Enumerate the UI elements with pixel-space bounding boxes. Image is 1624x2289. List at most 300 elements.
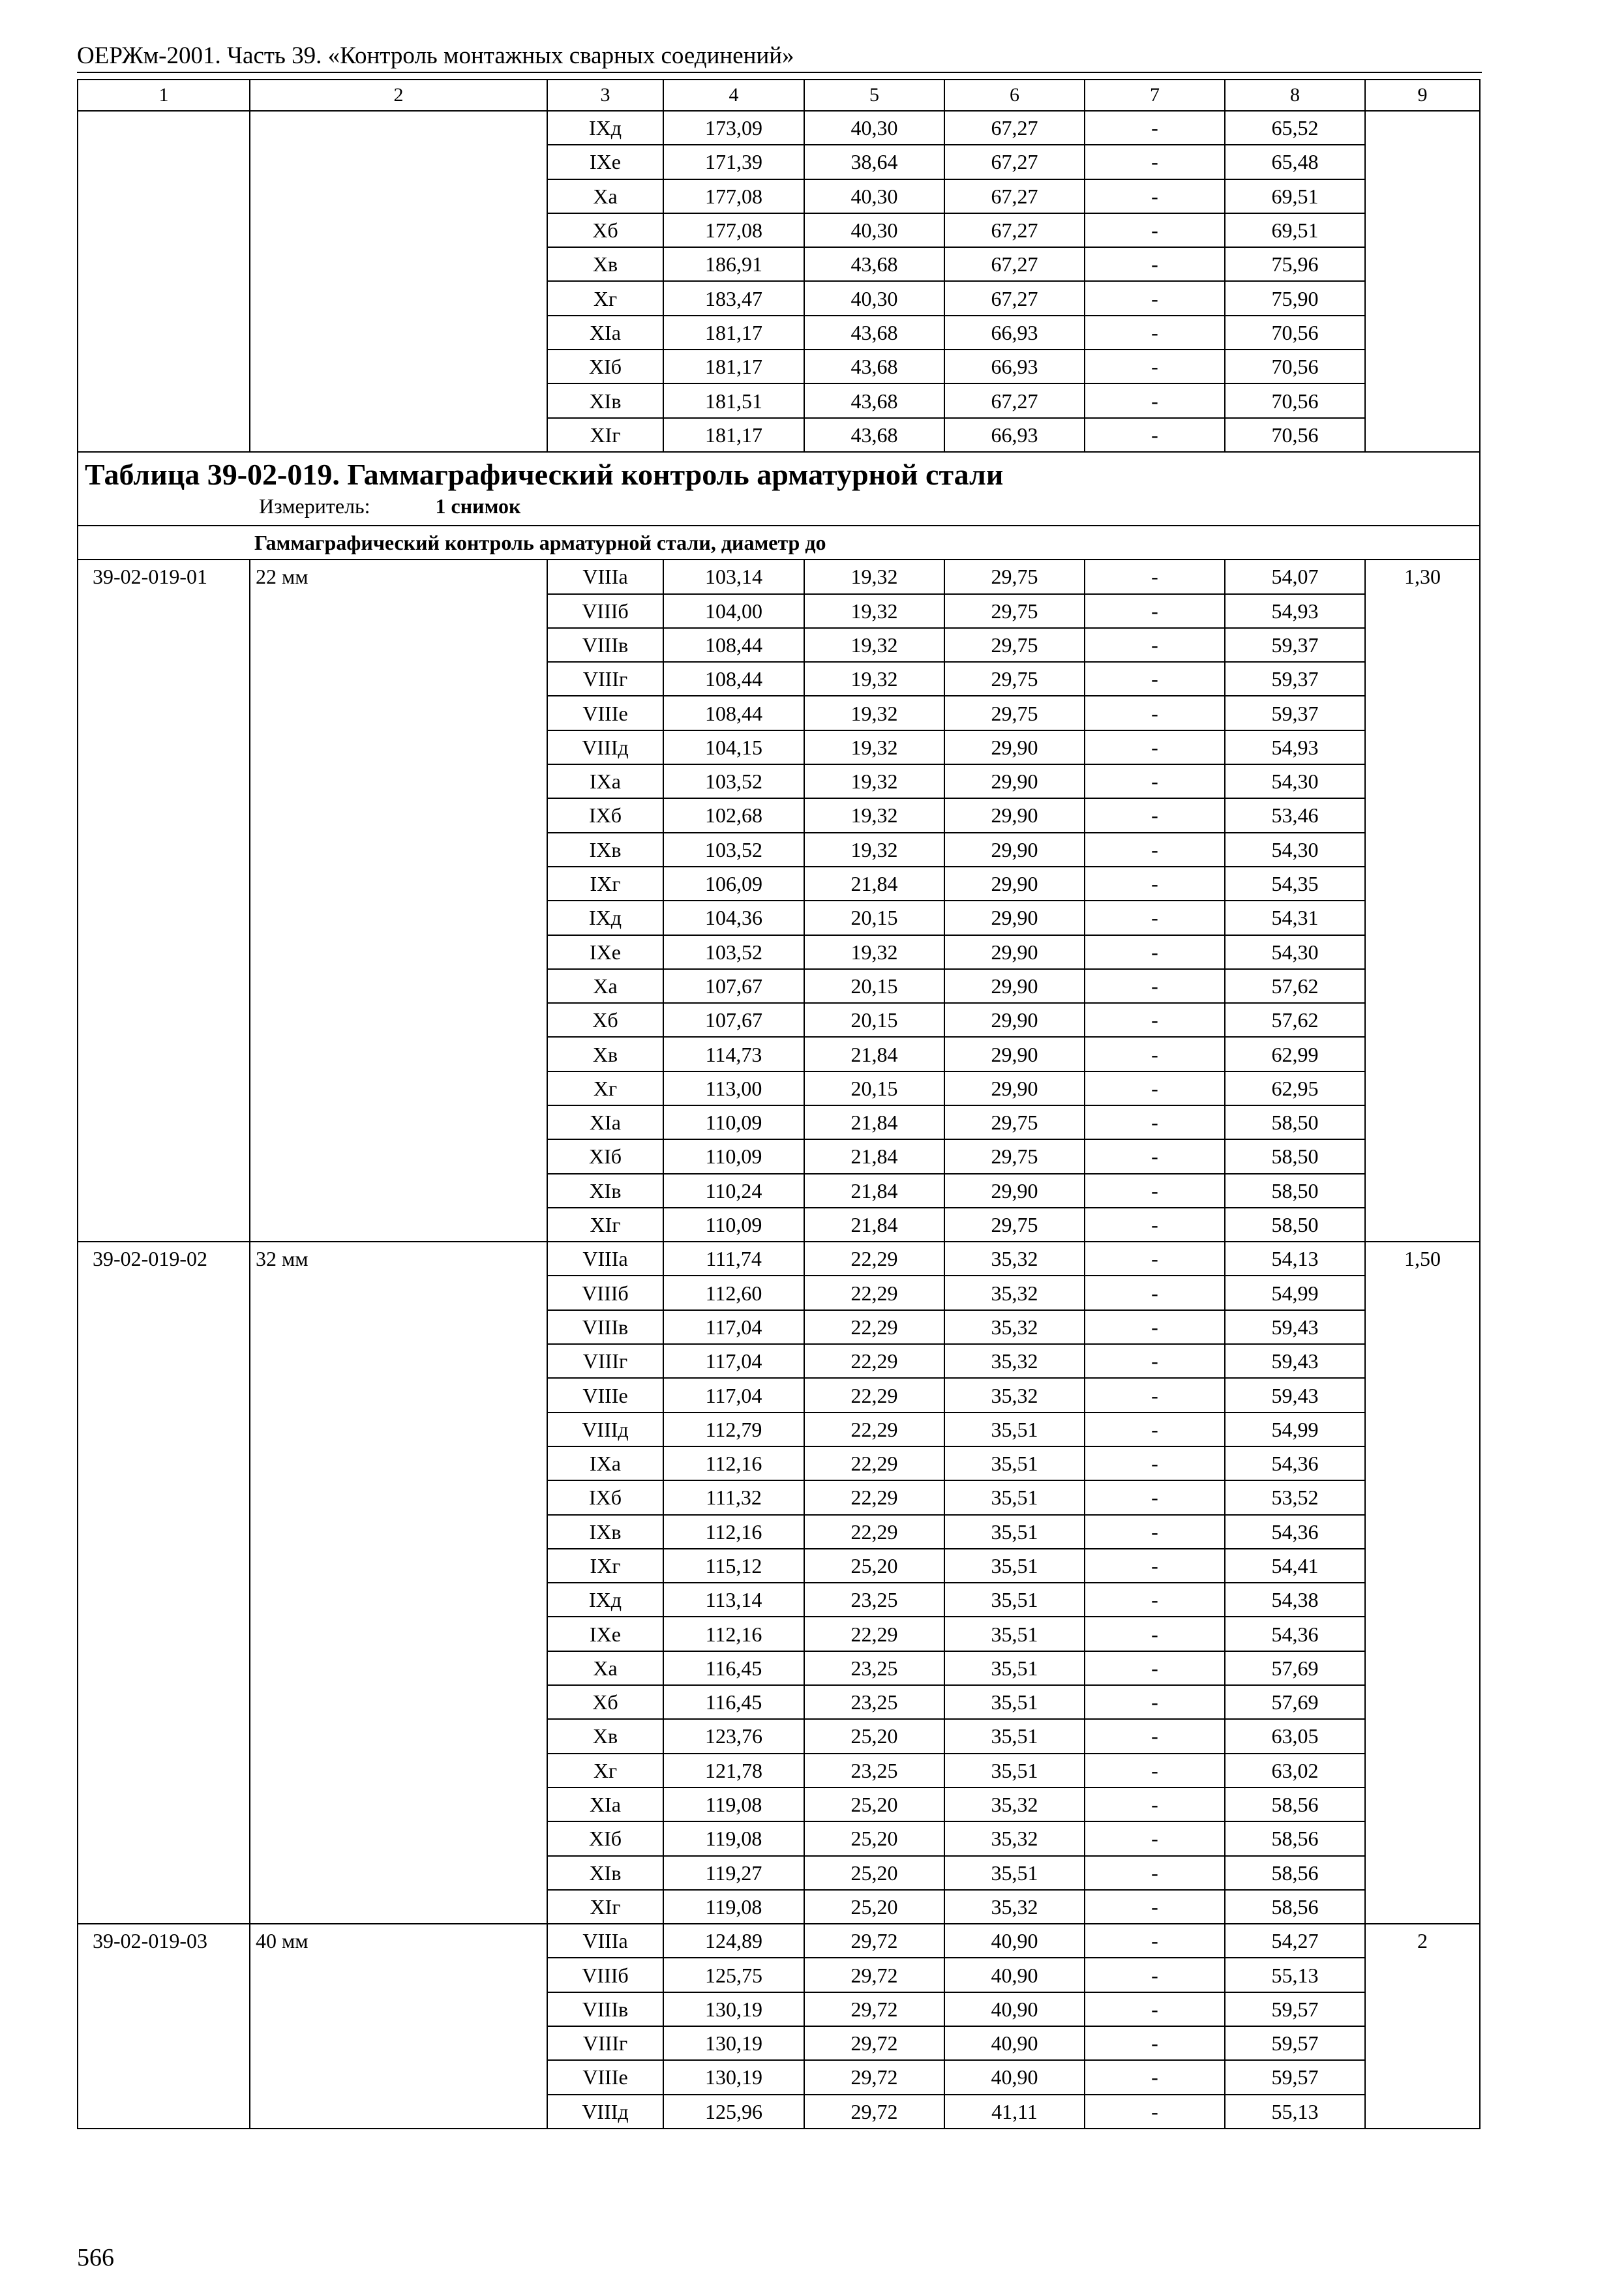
value-col-4: 110,09 — [663, 1139, 804, 1173]
value-col-4: 110,09 — [663, 1105, 804, 1139]
table-row — [78, 1924, 1480, 1958]
value-col-7: - — [1085, 1310, 1225, 1344]
value-col-4: 113,14 — [663, 1583, 804, 1617]
resource-code: XIв — [547, 1174, 663, 1208]
value-col-4: 119,27 — [663, 1856, 804, 1890]
value-col-7: - — [1085, 1413, 1225, 1446]
resource-code: XIб — [547, 350, 663, 383]
value-col-8: 58,56 — [1225, 1788, 1365, 1821]
value-col-6: 29,75 — [944, 1139, 1085, 1173]
value-col-7: - — [1085, 213, 1225, 247]
value-col-4: 108,44 — [663, 662, 804, 696]
value-col-4: 103,52 — [663, 833, 804, 867]
value-col-6: 40,90 — [944, 1924, 1085, 1958]
value-col-5: 25,20 — [804, 1890, 944, 1924]
value-col-7: - — [1085, 594, 1225, 628]
item-code: 39-02-019-02 — [78, 1242, 250, 1924]
value-col-7: - — [1085, 1958, 1225, 1992]
value-col-8: 57,69 — [1225, 1685, 1365, 1719]
value-col-4: 111,32 — [663, 1480, 804, 1514]
value-col-4: 121,78 — [663, 1754, 804, 1788]
value-col-6: 35,32 — [944, 1378, 1085, 1412]
value-col-8: 57,62 — [1225, 1003, 1365, 1037]
value-col-4: 181,17 — [663, 316, 804, 350]
value-col-5: 40,30 — [804, 281, 944, 315]
value-col-4: 177,08 — [663, 213, 804, 247]
column-number: 4 — [663, 80, 804, 111]
value-col-5: 43,68 — [804, 247, 944, 281]
value-col-5: 21,84 — [804, 1105, 944, 1139]
value-col-4: 125,75 — [663, 1958, 804, 1992]
value-col-4: 171,39 — [663, 145, 804, 179]
value-col-8: 59,37 — [1225, 628, 1365, 662]
value-col-8: 54,31 — [1225, 901, 1365, 935]
value-col-5: 22,29 — [804, 1276, 944, 1309]
value-col-8: 54,93 — [1225, 730, 1365, 764]
value-col-6: 29,90 — [944, 1071, 1085, 1105]
resource-code: VIIIб — [547, 594, 663, 628]
value-col-6: 29,90 — [944, 1174, 1085, 1208]
value-col-7: - — [1085, 833, 1225, 867]
value-col-5: 21,84 — [804, 1208, 944, 1242]
value-col-5: 38,64 — [804, 145, 944, 179]
value-col-7: - — [1085, 247, 1225, 281]
value-col-6: 67,27 — [944, 111, 1085, 145]
resource-code: Xб — [547, 1685, 663, 1719]
value-col-5: 25,20 — [804, 1788, 944, 1821]
value-col-4: 103,52 — [663, 764, 804, 798]
value-col-8: 54,36 — [1225, 1446, 1365, 1480]
value-col-5: 22,29 — [804, 1413, 944, 1446]
value-col-7: - — [1085, 1208, 1225, 1242]
value-col-8: 70,56 — [1225, 316, 1365, 350]
value-col-6: 67,27 — [944, 213, 1085, 247]
value-col-7: - — [1085, 662, 1225, 696]
item-name: 22 мм — [250, 560, 547, 1242]
page-number: 566 — [77, 2244, 114, 2271]
value-col-4: 125,96 — [663, 2095, 804, 2129]
value-col-5: 40,30 — [804, 179, 944, 213]
value-col-6: 29,75 — [944, 1105, 1085, 1139]
value-col-6: 67,27 — [944, 247, 1085, 281]
resource-code: VIIIе — [547, 696, 663, 730]
value-col-5: 23,25 — [804, 1685, 944, 1719]
value-col-8: 58,50 — [1225, 1174, 1365, 1208]
value-col-5: 43,68 — [804, 383, 944, 417]
value-col-5: 29,72 — [804, 1958, 944, 1992]
value-col-7: - — [1085, 1754, 1225, 1788]
value-col-6: 29,90 — [944, 1037, 1085, 1071]
unit-line — [85, 494, 1479, 518]
resource-code: Xа — [547, 179, 663, 213]
value-col-5: 29,72 — [804, 2095, 944, 2129]
resource-code: XIб — [547, 1821, 663, 1855]
value-col-4: 107,67 — [663, 969, 804, 1003]
resource-code: VIIIа — [547, 1924, 663, 1958]
value-col-4: 181,17 — [663, 350, 804, 383]
value-col-6: 29,90 — [944, 867, 1085, 901]
value-col-6: 35,51 — [944, 1446, 1085, 1480]
resource-code: Xв — [547, 1719, 663, 1753]
column-number: 3 — [547, 80, 663, 111]
value-col-6: 35,51 — [944, 1583, 1085, 1617]
value-col-7: - — [1085, 1480, 1225, 1514]
resource-code: IXе — [547, 145, 663, 179]
value-col-7: - — [1085, 628, 1225, 662]
value-col-6: 29,90 — [944, 730, 1085, 764]
value-col-5: 19,32 — [804, 696, 944, 730]
value-col-4: 102,68 — [663, 798, 804, 832]
value-col-6: 40,90 — [944, 1992, 1085, 2026]
resource-code: IXг — [547, 867, 663, 901]
column-number: 2 — [250, 80, 547, 111]
value-col-4: 103,52 — [663, 935, 804, 969]
resource-code: VIIIд — [547, 2095, 663, 2129]
resource-code: VIIIв — [547, 1992, 663, 2026]
value-col-5: 40,30 — [804, 213, 944, 247]
value-col-7: - — [1085, 560, 1225, 593]
value-col-7: - — [1085, 383, 1225, 417]
value-col-4: 107,67 — [663, 1003, 804, 1037]
value-col-4: 114,73 — [663, 1037, 804, 1071]
value-col-6: 35,32 — [944, 1788, 1085, 1821]
resource-code: IXв — [547, 1515, 663, 1549]
resource-code: IXд — [547, 901, 663, 935]
value-col-4: 116,45 — [663, 1651, 804, 1685]
value-col-6: 29,75 — [944, 696, 1085, 730]
item-price: 1,50 — [1365, 1242, 1480, 1924]
value-col-6: 67,27 — [944, 383, 1085, 417]
value-col-5: 29,72 — [804, 1992, 944, 2026]
resource-code: IXб — [547, 798, 663, 832]
value-col-4: 119,08 — [663, 1788, 804, 1821]
value-col-7: - — [1085, 901, 1225, 935]
value-col-6: 29,90 — [944, 969, 1085, 1003]
value-col-5: 23,25 — [804, 1651, 944, 1685]
value-col-5: 20,15 — [804, 1071, 944, 1105]
value-col-7: - — [1085, 2060, 1225, 2094]
value-col-5: 43,68 — [804, 418, 944, 452]
resource-code: IXг — [547, 1549, 663, 1583]
value-col-6: 67,27 — [944, 145, 1085, 179]
resource-code: IXе — [547, 935, 663, 969]
value-col-8: 62,95 — [1225, 1071, 1365, 1105]
value-col-8: 65,52 — [1225, 111, 1365, 145]
resource-code: XIг — [547, 1890, 663, 1924]
column-number: 7 — [1085, 80, 1225, 111]
resource-code: XIа — [547, 1788, 663, 1821]
value-col-8: 62,99 — [1225, 1037, 1365, 1071]
column-number-row — [78, 80, 1480, 111]
value-col-5: 29,72 — [804, 2060, 944, 2094]
resource-code: VIIIа — [547, 560, 663, 593]
value-col-7: - — [1085, 1515, 1225, 1549]
value-col-6: 67,27 — [944, 179, 1085, 213]
value-col-7: - — [1085, 1583, 1225, 1617]
value-col-5: 22,29 — [804, 1617, 944, 1651]
value-col-5: 22,29 — [804, 1344, 944, 1378]
value-col-4: 123,76 — [663, 1719, 804, 1753]
resource-code: VIIIе — [547, 1378, 663, 1412]
value-col-8: 54,99 — [1225, 1276, 1365, 1309]
resource-code: XIв — [547, 1856, 663, 1890]
value-col-6: 41,11 — [944, 2095, 1085, 2129]
value-col-8: 59,37 — [1225, 696, 1365, 730]
value-col-5: 22,29 — [804, 1480, 944, 1514]
value-col-7: - — [1085, 2095, 1225, 2129]
value-col-5: 22,29 — [804, 1515, 944, 1549]
resource-code: Xв — [547, 1037, 663, 1071]
value-col-8: 54,13 — [1225, 1242, 1365, 1276]
value-col-7: - — [1085, 1071, 1225, 1105]
value-col-6: 66,93 — [944, 316, 1085, 350]
value-col-8: 70,56 — [1225, 350, 1365, 383]
value-col-7: - — [1085, 350, 1225, 383]
unit-label: Измеритель: — [259, 494, 370, 518]
value-col-8: 70,56 — [1225, 383, 1365, 417]
column-number: 9 — [1365, 80, 1480, 111]
value-col-7: - — [1085, 696, 1225, 730]
value-col-6: 29,90 — [944, 935, 1085, 969]
value-col-6: 35,51 — [944, 1856, 1085, 1890]
price-cell — [1365, 111, 1480, 452]
value-col-6: 40,90 — [944, 2026, 1085, 2060]
resource-code: VIIIг — [547, 1344, 663, 1378]
value-col-4: 104,15 — [663, 730, 804, 764]
value-col-5: 22,29 — [804, 1378, 944, 1412]
value-col-8: 55,13 — [1225, 2095, 1365, 2129]
value-col-5: 25,20 — [804, 1549, 944, 1583]
column-number: 5 — [804, 80, 944, 111]
item-price: 2 — [1365, 1924, 1480, 2129]
value-col-4: 124,89 — [663, 1924, 804, 1958]
column-number: 8 — [1225, 80, 1365, 111]
value-col-7: - — [1085, 1856, 1225, 1890]
value-col-6: 35,51 — [944, 1685, 1085, 1719]
value-col-5: 21,84 — [804, 1139, 944, 1173]
table-row — [78, 560, 1480, 593]
value-col-7: - — [1085, 1242, 1225, 1276]
resource-code: IXе — [547, 1617, 663, 1651]
resource-code: VIIIб — [547, 1276, 663, 1309]
name-cell — [250, 111, 547, 452]
value-col-7: - — [1085, 1890, 1225, 1924]
value-col-4: 112,16 — [663, 1617, 804, 1651]
value-col-6: 29,75 — [944, 560, 1085, 593]
value-col-5: 19,32 — [804, 764, 944, 798]
value-col-7: - — [1085, 1037, 1225, 1071]
value-col-7: - — [1085, 418, 1225, 452]
value-col-7: - — [1085, 1924, 1225, 1958]
resource-code: Xг — [547, 1071, 663, 1105]
value-col-8: 54,30 — [1225, 833, 1365, 867]
value-col-8: 75,90 — [1225, 281, 1365, 315]
value-col-8: 59,57 — [1225, 1992, 1365, 2026]
value-col-7: - — [1085, 798, 1225, 832]
value-col-8: 69,51 — [1225, 213, 1365, 247]
value-col-7: - — [1085, 111, 1225, 145]
value-col-8: 58,50 — [1225, 1208, 1365, 1242]
resource-code: Xг — [547, 1754, 663, 1788]
value-col-6: 35,51 — [944, 1617, 1085, 1651]
item-code: 39-02-019-03 — [78, 1924, 250, 2129]
page-header-title: ОЕРЖм-2001. Часть 39. «Контроль монтажных сварных соединений» — [77, 42, 794, 69]
value-col-6: 35,32 — [944, 1242, 1085, 1276]
value-col-6: 29,90 — [944, 901, 1085, 935]
code-cell — [78, 111, 250, 452]
value-col-5: 19,32 — [804, 628, 944, 662]
resource-code: IXа — [547, 764, 663, 798]
value-col-8: 58,50 — [1225, 1105, 1365, 1139]
value-col-7: - — [1085, 1446, 1225, 1480]
value-col-4: 181,17 — [663, 418, 804, 452]
value-col-7: - — [1085, 867, 1225, 901]
value-col-8: 63,02 — [1225, 1754, 1365, 1788]
value-col-7: - — [1085, 316, 1225, 350]
value-col-5: 29,72 — [804, 2026, 944, 2060]
value-col-4: 181,51 — [663, 383, 804, 417]
subheading: Гаммаграфический контроль арматурной стали, диаметр до — [78, 526, 1480, 560]
resource-code: VIIIб — [547, 1958, 663, 1992]
value-col-8: 58,56 — [1225, 1821, 1365, 1855]
value-col-8: 59,43 — [1225, 1378, 1365, 1412]
resource-code: IXв — [547, 833, 663, 867]
value-col-6: 66,93 — [944, 350, 1085, 383]
value-col-4: 103,14 — [663, 560, 804, 593]
value-col-6: 35,32 — [944, 1344, 1085, 1378]
value-col-7: - — [1085, 1719, 1225, 1753]
resource-code: IXб — [547, 1480, 663, 1514]
value-col-4: 186,91 — [663, 247, 804, 281]
value-col-8: 53,52 — [1225, 1480, 1365, 1514]
value-col-5: 19,32 — [804, 935, 944, 969]
value-col-7: - — [1085, 1821, 1225, 1855]
item-price: 1,30 — [1365, 560, 1480, 1242]
resource-code: VIIIг — [547, 2026, 663, 2060]
value-col-6: 35,32 — [944, 1276, 1085, 1309]
value-col-6: 29,90 — [944, 798, 1085, 832]
value-col-8: 69,51 — [1225, 179, 1365, 213]
resource-code: XIг — [547, 1208, 663, 1242]
value-col-8: 54,30 — [1225, 764, 1365, 798]
resource-code: Xв — [547, 247, 663, 281]
value-col-6: 35,32 — [944, 1821, 1085, 1855]
resource-code: VIIIа — [547, 1242, 663, 1276]
value-col-6: 40,90 — [944, 1958, 1085, 1992]
value-col-7: - — [1085, 281, 1225, 315]
item-name: 40 мм — [250, 1924, 547, 2129]
value-col-8: 58,56 — [1225, 1890, 1365, 1924]
value-col-6: 29,90 — [944, 833, 1085, 867]
resource-code: VIIIг — [547, 662, 663, 696]
value-col-6: 29,75 — [944, 662, 1085, 696]
value-col-4: 110,09 — [663, 1208, 804, 1242]
value-col-6: 35,51 — [944, 1549, 1085, 1583]
resource-code: XIа — [547, 316, 663, 350]
value-col-4: 117,04 — [663, 1344, 804, 1378]
value-col-5: 25,20 — [804, 1856, 944, 1890]
value-col-8: 54,99 — [1225, 1413, 1365, 1446]
value-col-5: 19,32 — [804, 594, 944, 628]
value-col-8: 75,96 — [1225, 247, 1365, 281]
value-col-7: - — [1085, 1276, 1225, 1309]
value-col-7: - — [1085, 2026, 1225, 2060]
value-col-5: 29,72 — [804, 1924, 944, 1958]
item-code: 39-02-019-01 — [78, 560, 250, 1242]
value-col-4: 119,08 — [663, 1890, 804, 1924]
value-col-4: 113,00 — [663, 1071, 804, 1105]
price-table-body — [78, 80, 1480, 2129]
value-col-4: 112,16 — [663, 1446, 804, 1480]
value-col-5: 25,20 — [804, 1719, 944, 1753]
value-col-7: - — [1085, 1344, 1225, 1378]
value-col-8: 54,93 — [1225, 594, 1365, 628]
section-header-row — [78, 452, 1480, 526]
value-col-7: - — [1085, 145, 1225, 179]
value-col-5: 19,32 — [804, 662, 944, 696]
value-col-4: 117,04 — [663, 1310, 804, 1344]
resource-code: IXд — [547, 1583, 663, 1617]
value-col-8: 58,50 — [1225, 1139, 1365, 1173]
value-col-5: 22,29 — [804, 1446, 944, 1480]
value-col-7: - — [1085, 1788, 1225, 1821]
value-col-4: 115,12 — [663, 1549, 804, 1583]
value-col-4: 173,09 — [663, 111, 804, 145]
value-col-7: - — [1085, 935, 1225, 969]
value-col-6: 35,32 — [944, 1310, 1085, 1344]
value-col-4: 130,19 — [663, 2026, 804, 2060]
value-col-6: 29,90 — [944, 1003, 1085, 1037]
value-col-4: 183,47 — [663, 281, 804, 315]
value-col-5: 40,30 — [804, 111, 944, 145]
value-col-4: 106,09 — [663, 867, 804, 901]
value-col-4: 177,08 — [663, 179, 804, 213]
value-col-7: - — [1085, 1105, 1225, 1139]
price-table — [77, 79, 1481, 2129]
section-header — [78, 452, 1480, 526]
value-col-5: 19,32 — [804, 798, 944, 832]
value-col-5: 22,29 — [804, 1242, 944, 1276]
resource-code: Xа — [547, 1651, 663, 1685]
value-col-8: 54,30 — [1225, 935, 1365, 969]
value-col-6: 29,75 — [944, 628, 1085, 662]
value-col-8: 57,69 — [1225, 1651, 1365, 1685]
item-name: 32 мм — [250, 1242, 547, 1924]
resource-code: Xа — [547, 969, 663, 1003]
value-col-4: 112,16 — [663, 1515, 804, 1549]
value-col-6: 40,90 — [944, 2060, 1085, 2094]
resource-code: IXд — [547, 111, 663, 145]
value-col-6: 67,27 — [944, 281, 1085, 315]
value-col-8: 54,07 — [1225, 560, 1365, 593]
value-col-4: 112,79 — [663, 1413, 804, 1446]
value-col-8: 54,38 — [1225, 1583, 1365, 1617]
value-col-7: - — [1085, 764, 1225, 798]
value-col-4: 111,74 — [663, 1242, 804, 1276]
value-col-8: 54,35 — [1225, 867, 1365, 901]
resource-code: VIIIв — [547, 1310, 663, 1344]
value-col-4: 104,36 — [663, 901, 804, 935]
value-col-4: 108,44 — [663, 696, 804, 730]
value-col-7: - — [1085, 1992, 1225, 2026]
resource-code: IXа — [547, 1446, 663, 1480]
value-col-7: - — [1085, 179, 1225, 213]
value-col-8: 58,56 — [1225, 1856, 1365, 1890]
value-col-8: 54,41 — [1225, 1549, 1365, 1583]
resource-code: XIа — [547, 1105, 663, 1139]
column-number: 6 — [944, 80, 1085, 111]
value-col-6: 35,51 — [944, 1413, 1085, 1446]
